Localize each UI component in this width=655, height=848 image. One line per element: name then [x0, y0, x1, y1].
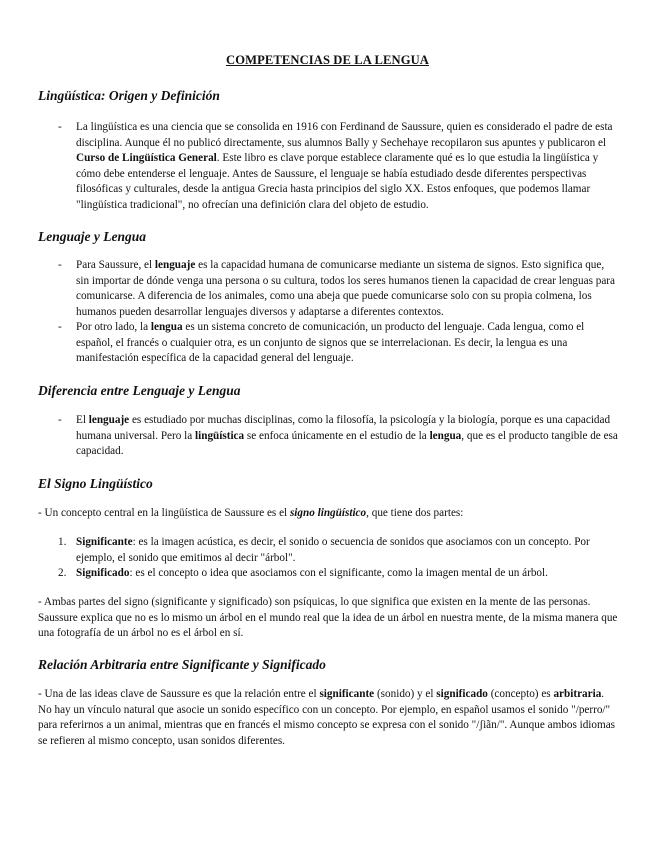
heading-lenguaje-y-lengua: Lenguaje y Lengua	[38, 229, 146, 244]
bold-term: Significante	[76, 536, 133, 548]
paragraph: - Un concepto central en la lingüística de Saussure es el signo lingüístico, que tiene dos partes:	[38, 507, 464, 519]
list-marker: -	[58, 321, 62, 333]
list-item	[58, 120, 618, 213]
bold-term: significante	[319, 688, 375, 700]
heading-linguistica-origen: Lingüística: Origen y Definición	[38, 88, 220, 103]
document-title: COMPETENCIAS DE LA LENGUA	[226, 53, 429, 67]
bold-term: significado	[436, 688, 488, 700]
numbered-item	[58, 535, 608, 566]
list-item-text: El lenguaje es estudiado por muchas disciplinas, como la filosofía, la psicología y la biología, porque es una capacidad humana universal. Pero la lingüística se enfoca únicamente en el estudio de la lengua, que es el producto tangible de esa capacidad.	[76, 414, 618, 457]
list-number: 1.	[58, 536, 67, 548]
list-item-text: Significado: es el concepto o idea que asociamos con el significante, como la imagen mental de un árbol.	[76, 567, 548, 579]
paragraph: - Ambas partes del signo (significante y significado) son psíquicas, lo que significa que existen en la mente de las personas. Saussure explica que no es lo mismo un árbol en el mundo real que la idea de un árbol en nuestra mente, de la misma manera que una fotografía de un árbol no es el árbol en sí.	[38, 596, 618, 639]
paragraph: - Una de las ideas clave de Saussure es que la relación entre el significante (sonido) y el significado (concepto) es arbitraria. No hay un vínculo natural que asocie un sonido específico con un concepto. Por ejemplo, en español usamos el sonido "/perro/" para referirnos a un animal, mientras que en francés el mismo concepto se expresa con el sonido "/ʃiãn/". Aunque ambos idiomas se refieren al mismo concepto, usan sonidos diferentes.	[38, 688, 616, 747]
bold-term: lengua	[429, 429, 462, 442]
list-item-text: La lingüística es una ciencia que se consolida en 1916 con Ferdinand de Saussure, quien es considerado el padre de esta disciplina. Aunque él no publicó directamente, sus alumnos Bally y Sechehaye recopilaron sus apuntes y publicaron el Curso de Lingüística General. Este libro es clave porque establece claramente qué es lo que estudia la lingüística y cómo debe entenderse el lenguaje. Antes de Saussure, el lenguaje se había estudiado desde diferentes perspectivas filosóficas y culturales, desde la antigua Grecia hasta principios del siglo XX. Estos enfoques, que podemos llamar "lingüística tradicional", no ofrecían una definición clara del objeto de estudio.	[76, 121, 613, 211]
heading-diferencia: Diferencia entre Lenguaje y Lengua	[38, 383, 241, 398]
list-item	[58, 258, 618, 320]
list-number: 2.	[58, 567, 67, 579]
heading-signo-linguistico: El Signo Lingüístico	[38, 476, 153, 491]
list-item	[58, 320, 618, 367]
list-item-text: Para Saussure, el lenguaje es la capacidad humana de comunicarse mediante un sistema de signos. Esto significa que, sin importar de dónde venga una persona o su cultura, todos los seres humanos tienen la capacidad de crear lenguas para comunicarse. A diferencia de los animales, como una abeja que puede comunicarse solo con su propia colmena, los humanos pueden desarrollar lenguajes diversos y adaptarse a diferentes contextos.	[76, 259, 615, 318]
bold-term: lenguaje	[154, 259, 196, 271]
bold-term: signo lingüístico	[289, 507, 367, 519]
bold-term: Significado	[76, 567, 130, 579]
bold-term: Curso de Lingüística General	[76, 152, 217, 164]
bold-term: lingüística	[195, 429, 245, 442]
heading-relacion-arbitraria: Relación Arbitraria entre Significante y Significado	[38, 657, 326, 672]
bold-term: arbitraria	[553, 688, 602, 700]
list-item-text: Por otro lado, la lengua es un sistema concreto de comunicación, un producto del lenguaje. Cada lengua, como el español, el francés o cualquier otra, es un conjunto de signos que se interrelacionan. Es decir, la lengua es una manifestación específica de la capacidad general del lenguaje.	[76, 321, 585, 364]
bold-term: lenguaje	[88, 414, 130, 426]
list-marker: -	[58, 259, 62, 271]
list-marker: -	[58, 414, 62, 426]
bold-term: lengua	[150, 321, 183, 333]
list-item	[58, 413, 618, 460]
list-item-text: Significante: es la imagen acústica, es decir, el sonido o secuencia de sonidos que asociamos con un concepto. Por ejemplo, el sonido que emitimos al decir "árbol".	[76, 536, 590, 564]
list-marker: -	[58, 121, 62, 133]
numbered-item	[58, 566, 608, 582]
